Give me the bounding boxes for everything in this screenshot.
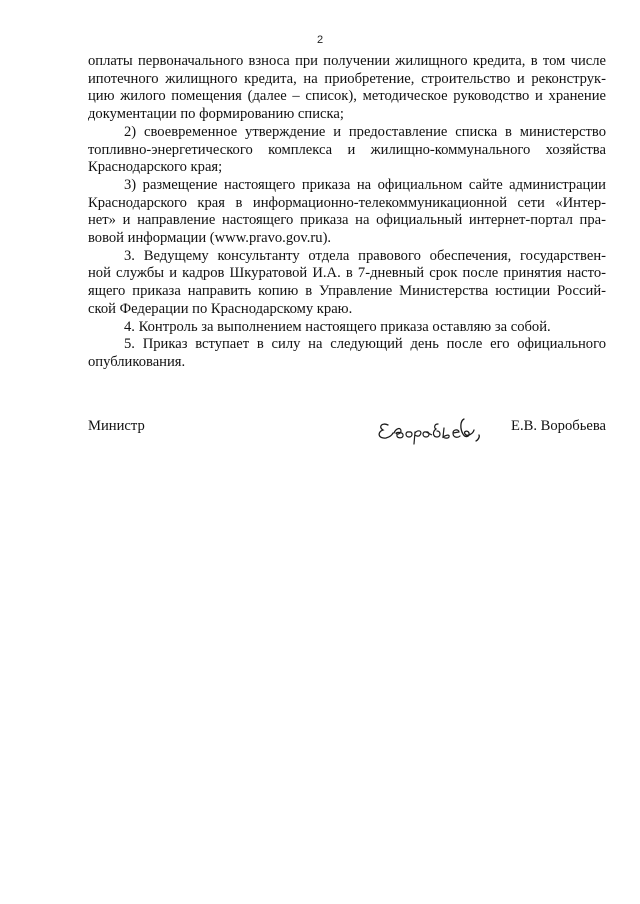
text-line: оплаты первоначального взноса при получении жилищного кредита, в том числе [88, 53, 606, 69]
signer-position: Министр [88, 418, 145, 434]
signer-name: Е.В. Воробьева [511, 418, 606, 434]
text-line: опубликования. [88, 353, 186, 370]
text-line: ящего приказа направить копию в Управление Министерства юстиции Россий- [88, 283, 606, 300]
text-line: топливно-энергетического комплекса и жилищно-коммунального хозяйства [88, 141, 606, 158]
text-line: 2) своевременное утверждение и предоставление списка в министерство [124, 123, 606, 140]
document-body [88, 53, 606, 372]
page-number: 2 [316, 34, 324, 46]
text-line: Краснодарского края; [88, 159, 223, 176]
text-line: Краснодарского края в информационно-телекоммуникационной сети «Интер- [88, 194, 606, 211]
text-line: 5. Приказ вступает в силу на следующий день после его официального [124, 336, 606, 353]
signature-block [88, 418, 606, 448]
text-line: ипотечного жилищного кредита, на приобретение, строительство и реконструк- [88, 70, 606, 87]
text-line: 3) размещение настоящего приказа на официальном сайте администрации [124, 176, 606, 193]
text-line: ной службы и кадров Шкуратовой И.А. в 7-дневный срок после принятия насто- [88, 265, 606, 282]
text-line: нет» и направление настоящего приказа на официальный интернет-портал пра- [88, 212, 606, 229]
text-line: цию жилого помещения (далее – список), методическое руководство и хранение [88, 88, 606, 105]
text-line: 4. Контроль за выполнением настоящего приказа оставляю за собой. [124, 318, 551, 335]
text-line: 3. Ведущему консультанту отдела правового обеспечения, государствен- [124, 247, 606, 264]
text-line: вовой информации (www.pravo.gov.ru). [88, 230, 332, 247]
text-line: документации по формированию списка; [88, 106, 344, 123]
text-line: ской Федерации по Краснодарскому краю. [88, 300, 353, 317]
handwritten-signature [374, 412, 494, 448]
